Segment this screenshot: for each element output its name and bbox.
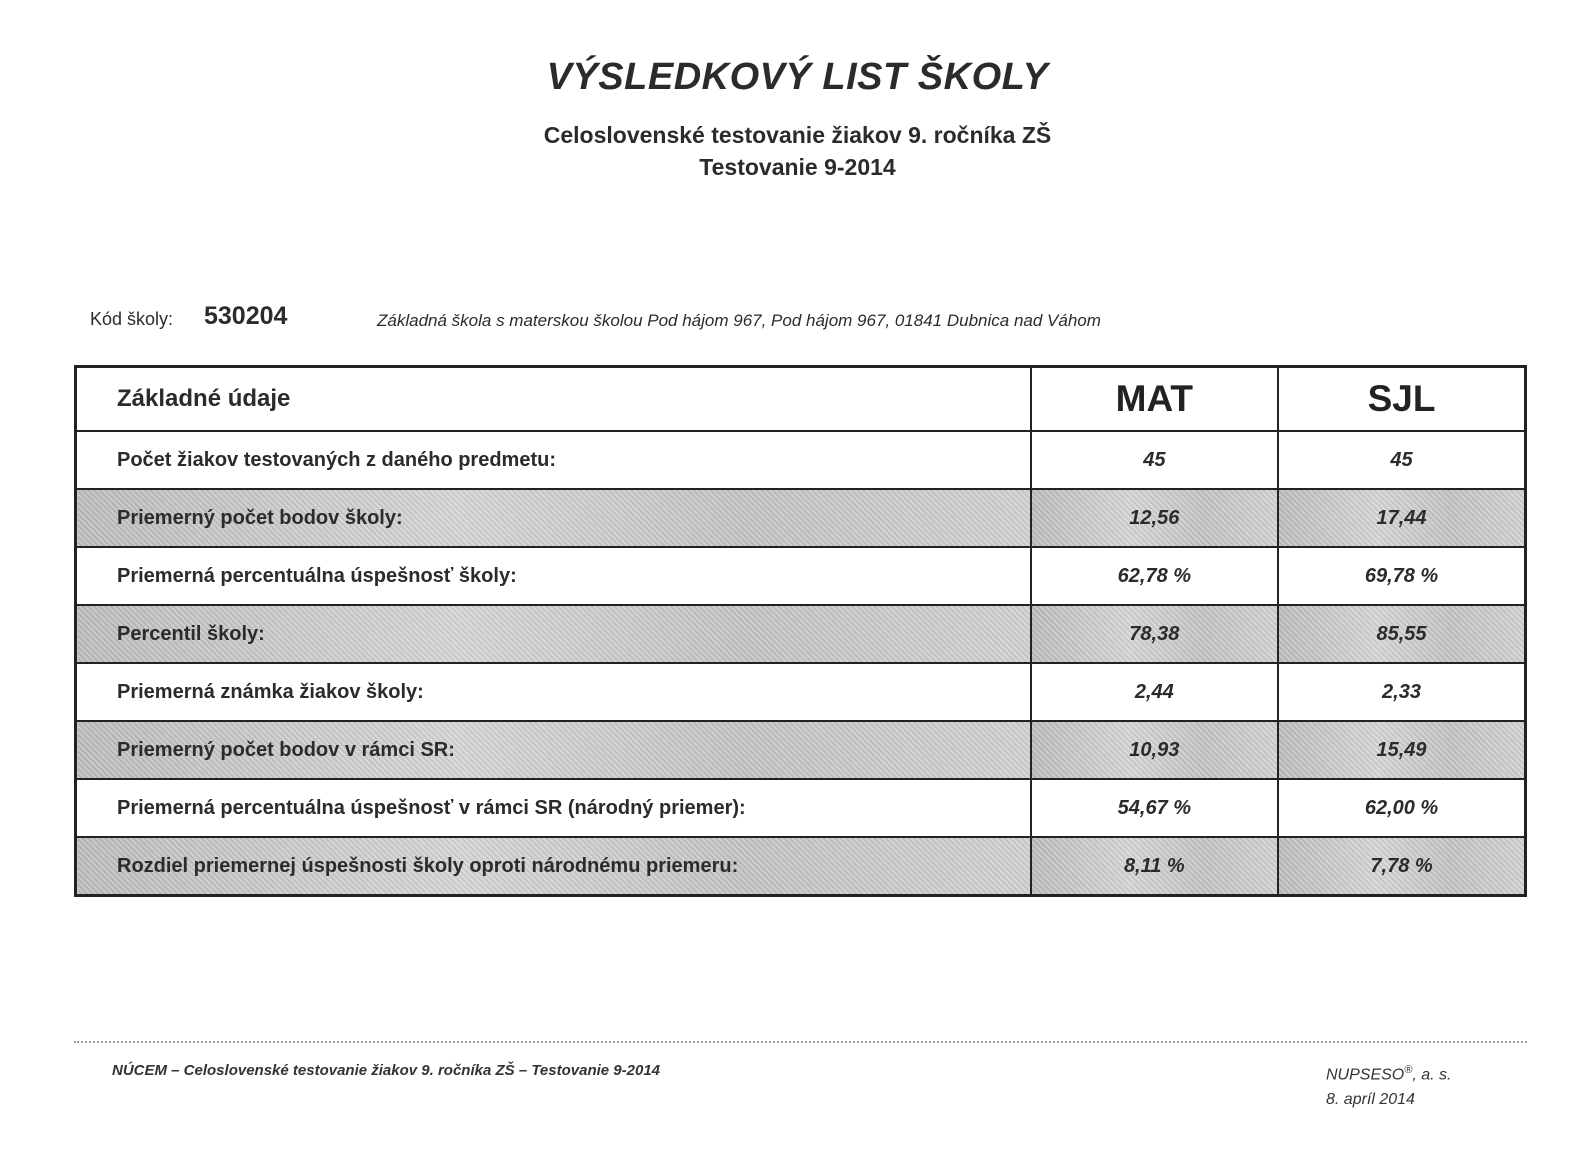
value-mat: 45 <box>1031 431 1278 489</box>
value-mat: 78,38 <box>1031 605 1278 663</box>
value-sjl: 69,78 % <box>1278 547 1525 605</box>
value-sjl: 85,55 <box>1278 605 1525 663</box>
footer-publisher <box>1326 1058 1451 1112</box>
registered-mark: ® <box>1404 1064 1413 1076</box>
table-row <box>76 721 1526 779</box>
table-row <box>76 547 1526 605</box>
row-label: Priemerná percentuálna úspešnosť školy: <box>76 547 1031 605</box>
table-row <box>76 837 1526 896</box>
value-mat: 12,56 <box>1031 489 1278 547</box>
value-mat: 10,93 <box>1031 721 1278 779</box>
row-label: Priemerná percentuálna úspešnosť v rámci SR (národný priemer): <box>76 779 1031 837</box>
row-label: Priemerný počet bodov v rámci SR: <box>76 721 1031 779</box>
page-subtitle-year: Testovanie 9-2014 <box>699 154 896 180</box>
table-header-row <box>76 367 1526 432</box>
value-mat: 54,67 % <box>1031 779 1278 837</box>
footer-company: NUPSESO <box>1326 1066 1405 1084</box>
value-mat: 2,44 <box>1031 663 1278 721</box>
value-sjl: 62,00 % <box>1278 779 1525 837</box>
school-code: 530204 <box>204 302 288 330</box>
table-row <box>76 489 1526 547</box>
value-mat: 8,11 % <box>1031 837 1278 896</box>
table-row <box>76 663 1526 721</box>
school-info <box>90 302 1510 338</box>
table-row <box>76 431 1526 489</box>
row-label: Priemerná známka žiakov školy: <box>76 663 1031 721</box>
header-sjl: SJL <box>1278 367 1525 432</box>
row-label: Rozdiel priemernej úspešnosti školy oproti národnému priemeru: <box>76 837 1031 896</box>
row-label: Počet žiakov testovaných z daného predmetu: <box>76 431 1031 489</box>
table-row <box>76 779 1526 837</box>
row-label: Priemerný počet bodov školy: <box>76 489 1031 547</box>
value-sjl: 17,44 <box>1278 489 1525 547</box>
value-sjl: 7,78 % <box>1278 837 1525 896</box>
value-sjl: 45 <box>1278 431 1525 489</box>
row-label: Percentil školy: <box>76 605 1031 663</box>
value-sjl: 2,33 <box>1278 663 1525 721</box>
footer-company-suffix: , a. s. <box>1412 1066 1452 1084</box>
school-name: Základná škola s materskou školou Pod hájom 967, Pod hájom 967, 01841 Dubnica nad Váhom <box>377 311 1101 330</box>
value-mat: 62,78 % <box>1031 547 1278 605</box>
results-table <box>74 365 1527 897</box>
value-sjl: 15,49 <box>1278 721 1525 779</box>
page-title: VÝSLEDKOVÝ LIST ŠKOLY <box>546 56 1049 98</box>
page-subtitle: Celoslovenské testovanie žiakov 9. ročníka ZŠ <box>543 122 1052 148</box>
footer-company-line <box>1326 1058 1451 1087</box>
header-basic-data: Základné údaje <box>76 367 1031 432</box>
footer-source: NÚCEM – Celoslovenské testovanie žiakov 9. ročníka ZŠ – Testovanie 9-2014 <box>112 1062 661 1079</box>
table-row <box>76 605 1526 663</box>
school-code-label: Kód školy: <box>90 309 174 329</box>
header-mat: MAT <box>1031 367 1278 432</box>
footer-divider <box>74 1041 1527 1043</box>
footer-date: 8. apríl 2014 <box>1326 1091 1415 1109</box>
